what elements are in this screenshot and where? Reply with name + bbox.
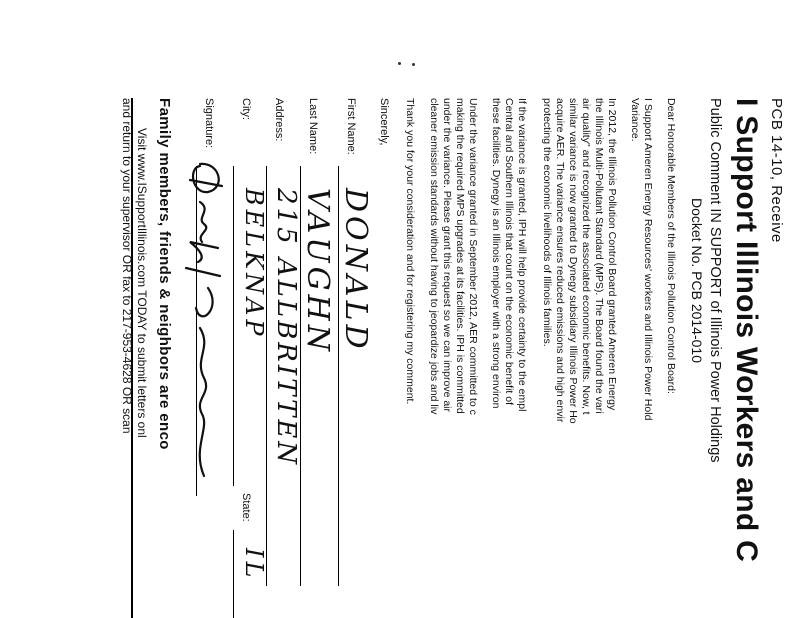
paragraph-3-line: Central and Southern Illinois that count on the economic benefit of	[503, 98, 515, 406]
first-name-handwritten: DONALD	[338, 188, 373, 353]
paragraph-2-line: In 2012, the Illinois Pollution Control Board granted Ameren Energy	[606, 98, 618, 411]
scan-speck	[398, 62, 401, 65]
docket-number: Docket No. PCB 2014-010	[689, 198, 705, 363]
state-underline	[233, 530, 234, 618]
paragraph-4-line: Under the variance granted in September 2012, AER committed to c	[467, 98, 479, 415]
paragraph-2-line: the Illinois Multi-Pollutant Standard (MPS). The Board found the vari	[593, 98, 605, 414]
visit-line-2: and return to your supervisor OR fax to 217-953-4628 OR scan	[120, 98, 134, 434]
paragraph-1-line: I Support Ameren Energy Resources' workers and Illinois Power Hold	[642, 98, 654, 421]
address-label: Address:	[273, 98, 285, 142]
handwritten-signature	[182, 158, 230, 488]
visit-line-1: Visit www.ISupportIllinois.com TODAY to submit letters onl	[135, 128, 149, 438]
last-name-label: Last Name:	[307, 98, 319, 155]
first-name-label: First Name:	[345, 98, 357, 155]
state-label: State:	[240, 493, 252, 522]
paragraph-3-line: If the variance is granted, IPH will help provide certainty to the empl	[516, 98, 528, 412]
paragraph-2-line: similar variance is now granted to Dynegy subsidiary Illinois Power Ho	[567, 98, 579, 424]
paragraph-4-line: making the required MPS upgrades at its facilities. IPH is committed	[454, 98, 466, 414]
paragraph-2-line: acquire AER. The variance ensures reduced emissions and high envir	[554, 98, 566, 423]
thank-you-line: Thank you for your consideration and for registering my comment.	[404, 98, 416, 405]
closing: Sincerely,	[378, 98, 390, 146]
signature-label: Signature:	[203, 98, 215, 149]
scan-speck	[412, 63, 415, 66]
last-name-handwritten: VAUGHN	[300, 188, 335, 355]
rotated-letter-page	[120, 98, 785, 618]
salutation: Dear Honorable Members of the Illinois Pollution Control Board:	[665, 98, 677, 394]
receipt-stamp: PCB 14-10, Receive	[768, 98, 785, 243]
paragraph-1-line: Variance.	[629, 98, 641, 142]
paragraph-3-line: these facilities. Dynegy is an Illinois employer with a strong environ	[490, 98, 502, 409]
address-handwritten: 215 ALLBRITTEN	[271, 188, 301, 468]
paragraph-2-line: air quality" and recognized the associated economic benefits. Now, t	[580, 98, 592, 415]
family-members-line: Family members, friends & neighbors are enco	[156, 98, 173, 450]
state-handwritten: IL	[240, 548, 268, 582]
city-handwritten: BELKNAP	[240, 188, 268, 340]
city-label: City:	[240, 98, 252, 120]
paragraph-4-line: cleaner emission standards without having to jeopardize jobs and liv	[428, 98, 440, 415]
paragraph-2-line: protecting the economic livelihoods of Illinois families.	[541, 98, 553, 347]
letter-subtitle: Public Comment IN SUPPORT of Illinois Power Holdings	[707, 98, 723, 463]
letter-title: I Support Illinois Workers and C	[730, 98, 763, 563]
city-underline	[233, 166, 234, 486]
paragraph-4-line: under the variance. Please grant this request so we can improve air	[441, 98, 453, 413]
